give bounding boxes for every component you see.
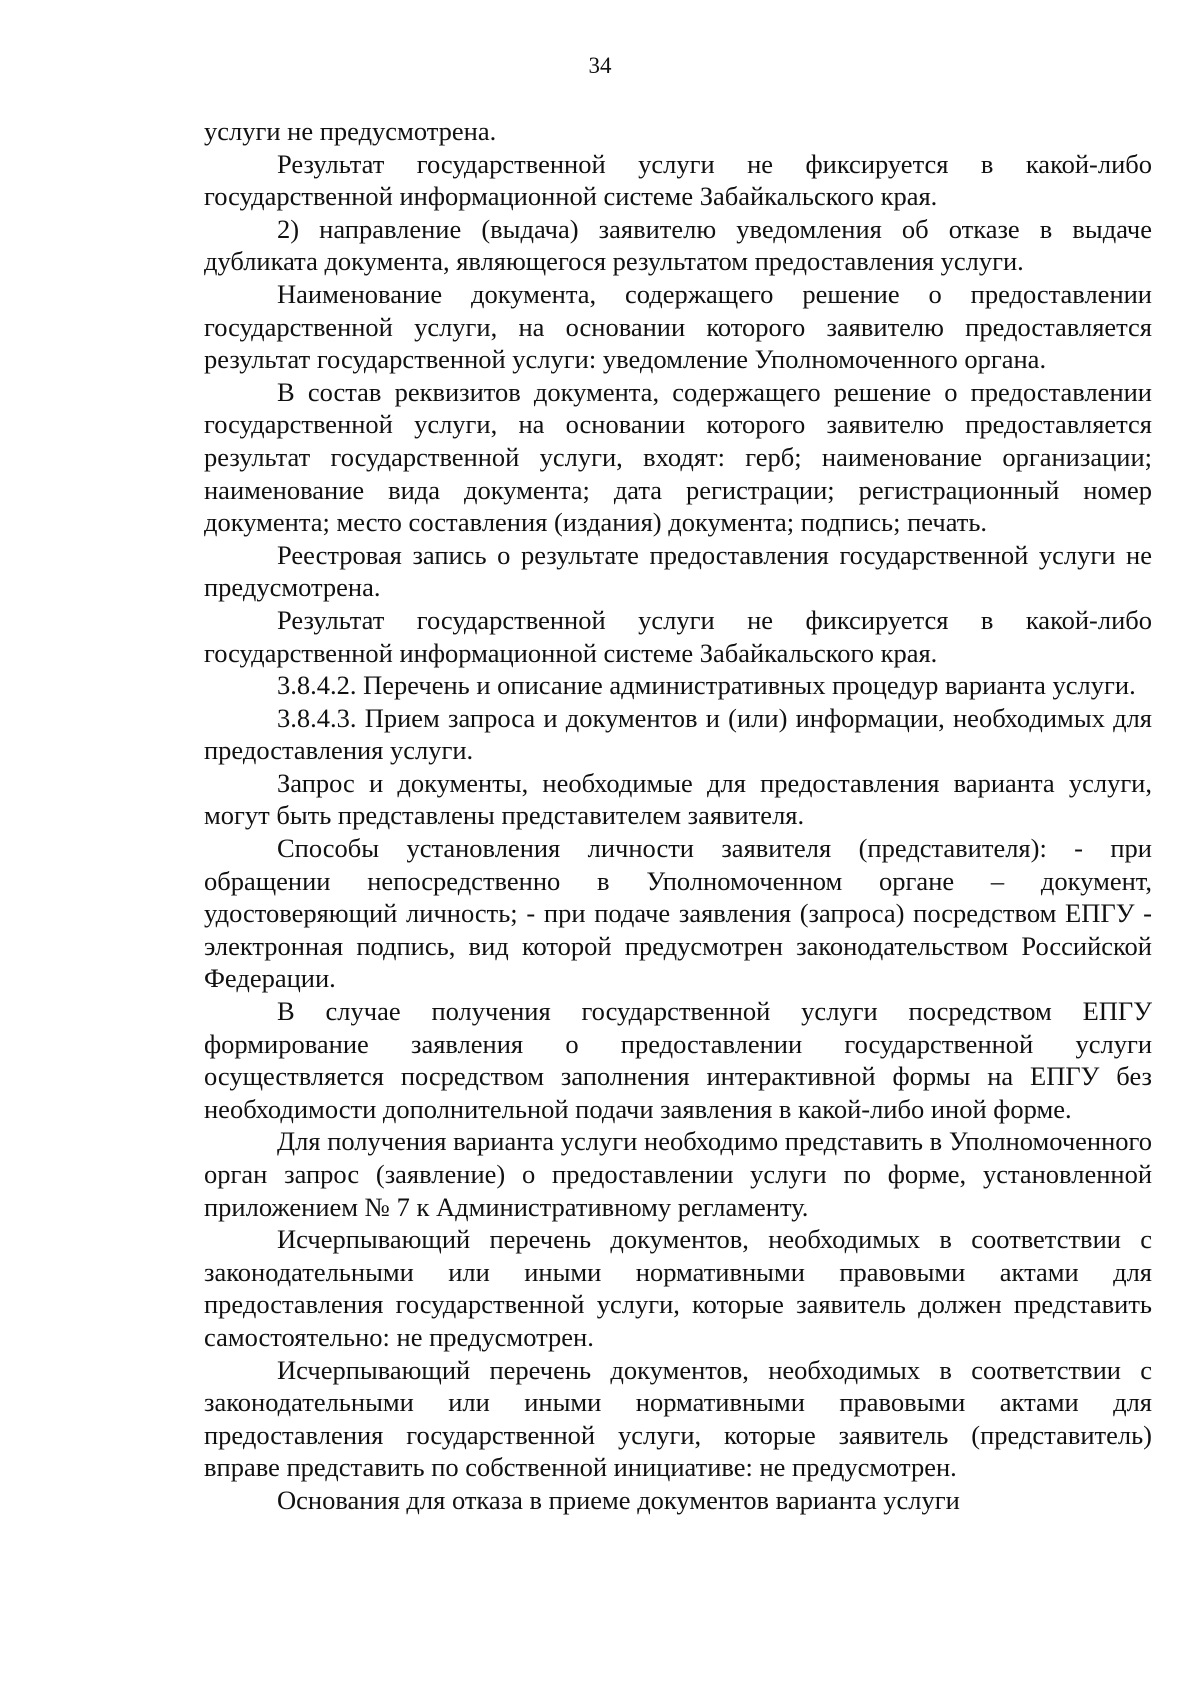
paragraph: В состав реквизитов документа, содержащего решение о предоставлении государственной услуги, на основании которого заявителю предоставляется результат государственной услуги, входят: герб; наименование организации; наименование вида документа; дата регистрации; регистрационный номер документа; место составления (издания) документа; подпись; печать. [204, 376, 1152, 538]
paragraph: Запрос и документы, необходимые для предоставления варианта услуги, могут быть представлены представителем заявителя. [204, 767, 1152, 831]
page-number: 34 [588, 53, 612, 78]
paragraph: Для получения варианта услуги необходимо представить в Уполномоченного орган запрос (заявление) о предоставлении услуги по форме, установленной приложением № 7 к Административному регламенту. [204, 1126, 1152, 1222]
paragraph: Результат государственной услуги не фиксируется в какой-либо государственной информационной системе Забайкальского края. [204, 148, 1152, 212]
paragraph: Реестровая запись о результате предоставления государственной услуги не предусмотрена. [204, 539, 1152, 603]
section-heading: 3.8.4.2. Перечень и описание административных процедур варианта услуги. [277, 670, 1136, 701]
paragraph: Наименование документа, содержащего решение о предоставлении государственной услуги, на основании которого заявителю предоставляется результат государственной услуги: уведомление Уполномоченного органа. [204, 278, 1152, 375]
section-heading: 3.8.4.3. Прием запроса и документов и (или) информации, необходимых для предоставления услуги. [204, 702, 1152, 766]
paragraph: Способы установления личности заявителя (представителя): - при обращении непосредственно в Уполномоченном органе – документ, удостоверяющий личность; - при подаче заявления (запроса) посредством ЕПГУ - электронная подпись, вид которой предусмотрен законодательством Российской Федерации. [204, 833, 1152, 994]
paragraph: Основания для отказа в приеме документов варианта услуги [277, 1484, 960, 1515]
document-body [204, 115, 1152, 1517]
paragraph: В случае получения государственной услуги посредством ЕПГУ формирование заявления о предоставлении государственной услуги осуществляется посредством заполнения интерактивной формы на ЕПГУ без необходимости дополнительной подачи заявления в какой-либо иной форме. [204, 996, 1152, 1124]
paragraph: Результат государственной услуги не фиксируется в какой-либо государственной информационной системе Забайкальского края. [204, 604, 1152, 668]
paragraph: Исчерпывающий перечень документов, необходимых в соответствии с законодательными или иными нормативными правовыми актами для предоставления государственной услуги, которые заявитель (представитель) вправе представить по собственной инициативе: не предусмотрен. [204, 1354, 1152, 1483]
paragraph: 2) направление (выдача) заявителю уведомления об отказе в выдаче дубликата документа, являющегося результатом предоставления услуги. [204, 213, 1152, 277]
paragraph: Исчерпывающий перечень документов, необходимых в соответствии с законодательными или иными нормативными правовыми актами для предоставления государственной услуги, которые заявитель должен представить самостоятельно: не предусмотрен. [204, 1224, 1152, 1352]
paragraph: услуги не предусмотрена. [204, 116, 497, 146]
